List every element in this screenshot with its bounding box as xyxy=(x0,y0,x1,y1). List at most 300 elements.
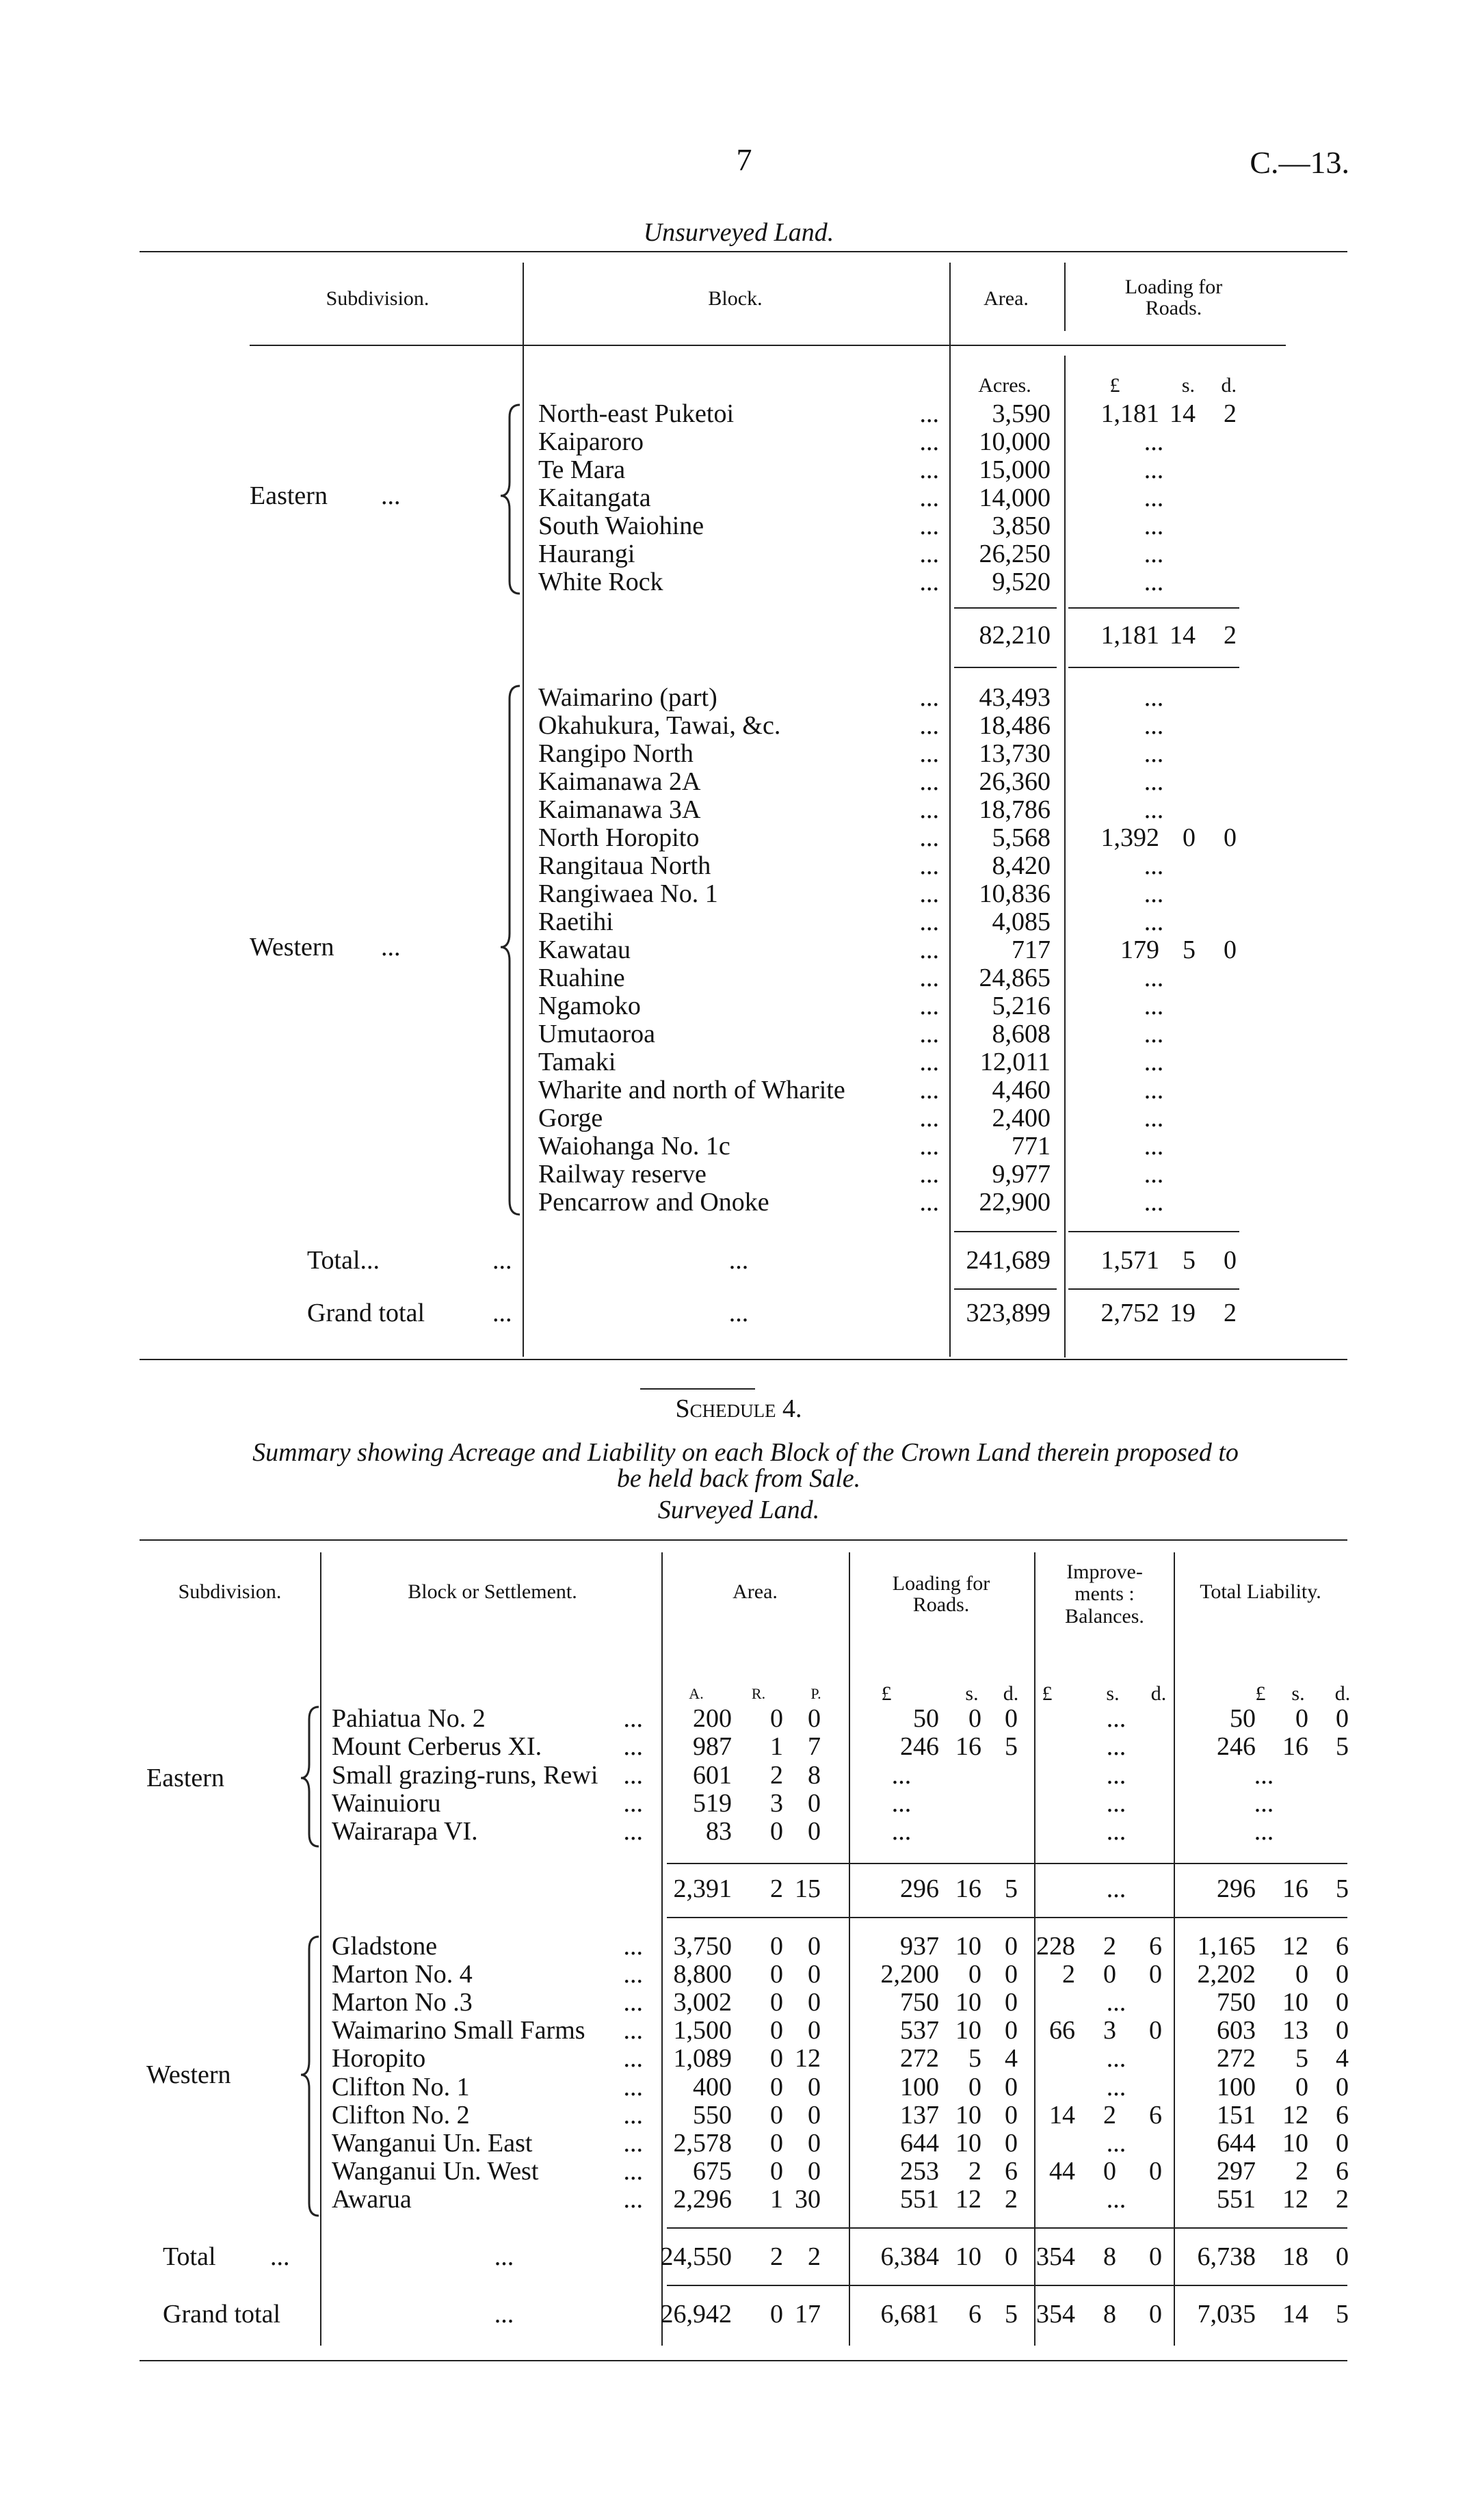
area-acres: 987 xyxy=(693,1732,732,1761)
area-acres: 18,486 xyxy=(979,711,1051,740)
loading-shillings: 16 xyxy=(955,1732,981,1761)
loading-pence: 5 xyxy=(1005,2300,1018,2329)
leader-dots: ... xyxy=(919,936,939,964)
table1-header-rule xyxy=(250,345,1286,346)
loading-pence: 0 xyxy=(1005,1988,1018,2017)
leader-dots: ... xyxy=(623,2101,643,2130)
total-liability-pence: 4 xyxy=(1336,2044,1349,2073)
improvements-empty: ... xyxy=(1106,1874,1126,1903)
subdivision-label: Western xyxy=(146,2060,231,2089)
loading-pounds: 6,384 xyxy=(880,2242,939,2271)
block-name: Kawatau xyxy=(538,936,631,964)
improvements-shillings: 2 xyxy=(1103,2101,1116,2130)
area-acres: 4,460 xyxy=(992,1076,1051,1104)
area-acres: 3,750 xyxy=(673,1932,732,1961)
area-acres: 1,500 xyxy=(673,2016,732,2045)
total-liability-pence: 5 xyxy=(1336,1732,1349,1761)
leader-dots: ... xyxy=(919,683,939,712)
subdivision-label: Eastern xyxy=(146,1764,224,1792)
loading-pence: 0 xyxy=(1005,2129,1018,2158)
block-name: Gladstone xyxy=(332,1932,438,1961)
block-name: Wanganui Un. West xyxy=(332,2157,539,2186)
total-liability-pounds: 6,738 xyxy=(1197,2242,1256,2271)
total-liability-pence: 0 xyxy=(1336,1960,1349,1989)
loading-pounds: 253 xyxy=(900,2157,939,2186)
table2-header-improvements-line1: Improve- xyxy=(1066,1561,1143,1583)
area-roods: 0 xyxy=(770,2129,783,2158)
units-shillings: s. xyxy=(1291,1682,1305,1705)
improvements-pence: 0 xyxy=(1149,1960,1162,1989)
subtotal-loading-pounds: 1,181 xyxy=(1100,621,1159,650)
area-acres: 24,550 xyxy=(660,2242,732,2271)
improvements-empty: ... xyxy=(1106,1704,1126,1733)
total-rule xyxy=(667,2227,1347,2229)
area-perches: 8 xyxy=(808,1761,821,1790)
loading-pounds: 50 xyxy=(913,1704,939,1733)
leader-dots: ... xyxy=(919,711,939,740)
block-name: Clifton No. 1 xyxy=(332,2073,470,2101)
loading-pence: 0 xyxy=(1005,1932,1018,1961)
total-liability-pence: 5 xyxy=(1336,2300,1349,2329)
loading-shillings: 5 xyxy=(1183,936,1196,964)
page-number: 7 xyxy=(736,142,752,177)
total-liability-pence: 0 xyxy=(1336,1704,1349,1733)
area-acres: 2,391 xyxy=(673,1874,732,1903)
table2-header-loading-line2: Roads. xyxy=(912,1593,970,1616)
improvements-pence: 0 xyxy=(1149,2016,1162,2045)
table1-column-divider xyxy=(949,263,951,1357)
leader-dots: ... xyxy=(919,1132,939,1160)
total-loading-pence: 0 xyxy=(1224,1246,1237,1275)
area-perches: 0 xyxy=(808,2016,821,2045)
total-liability-pounds: 644 xyxy=(1217,2129,1256,2158)
total-liability-pounds: 272 xyxy=(1217,2044,1256,2073)
leader-dots: ... xyxy=(623,2129,643,2158)
block-name: Te Mara xyxy=(538,455,626,484)
loading-pence: 2 xyxy=(1224,399,1237,428)
area-roods: 0 xyxy=(770,1932,783,1961)
loading-pence: 5 xyxy=(1005,1874,1018,1903)
area-roods: 2 xyxy=(770,2242,783,2271)
loading-empty: ... xyxy=(1144,512,1164,540)
block-name: Kaimanawa 2A xyxy=(538,767,701,796)
leader-dots: ... xyxy=(919,568,939,596)
loading-empty: ... xyxy=(1144,1160,1164,1189)
total-liability-pence: 6 xyxy=(1336,2101,1349,2130)
area-perches: 0 xyxy=(808,2101,821,2130)
loading-pounds: 100 xyxy=(900,2073,939,2101)
total-liability-shillings: 12 xyxy=(1282,2185,1308,2214)
subtotal-rule xyxy=(954,607,1057,609)
area-acres: 550 xyxy=(693,2101,732,2130)
area-acres: 15,000 xyxy=(979,455,1051,484)
units-pounds: £ xyxy=(1109,374,1120,397)
block-name: Rangiwaea No. 1 xyxy=(538,879,718,908)
improvements-pounds: 44 xyxy=(1049,2157,1075,2186)
total-liability-empty: ... xyxy=(1254,1789,1274,1818)
total-liability-shillings: 10 xyxy=(1282,1988,1308,2017)
subtotal-rule xyxy=(1068,667,1239,668)
total-liability-shillings: 16 xyxy=(1282,1732,1308,1761)
area-roods: 3 xyxy=(770,1789,783,1818)
block-empty: ... xyxy=(494,2300,514,2329)
total-liability-shillings: 12 xyxy=(1282,2101,1308,2130)
units-shillings: s. xyxy=(965,1682,979,1705)
total-liability-pence: 2 xyxy=(1336,2185,1349,2214)
loading-shillings: 16 xyxy=(955,1874,981,1903)
units-pence: d. xyxy=(1003,1682,1019,1705)
improvements-pounds: 354 xyxy=(1036,2300,1075,2329)
loading-empty: ... xyxy=(1144,739,1164,768)
area-acres: 14,000 xyxy=(979,483,1051,512)
loading-shillings: 6 xyxy=(968,2300,981,2329)
total-liability-pence: 0 xyxy=(1336,1988,1349,2017)
block-name: Small grazing-runs, Rewi xyxy=(332,1761,598,1790)
total-label: Total xyxy=(163,2242,216,2271)
area-perches: 12 xyxy=(795,2044,821,2073)
table2-column-divider xyxy=(849,1552,850,2346)
improvements-empty: ... xyxy=(1106,1789,1126,1818)
units-shillings: s. xyxy=(1181,374,1195,397)
area-roods: 0 xyxy=(770,2300,783,2329)
total-liability-pounds: 100 xyxy=(1217,2073,1256,2101)
block-name: Mount Cerberus XI. xyxy=(332,1732,542,1761)
block-name: Tamaki xyxy=(538,1048,616,1076)
total-liability-pence: 6 xyxy=(1336,2157,1349,2186)
loading-empty: ... xyxy=(1144,483,1164,512)
loading-pence: 4 xyxy=(1005,2044,1018,2073)
table2-column-divider xyxy=(320,1552,321,2346)
table1-top-rule xyxy=(140,251,1347,252)
block-empty: ... xyxy=(728,1299,749,1327)
loading-pence: 0 xyxy=(1005,2242,1018,2271)
total-liability-shillings: 2 xyxy=(1295,2157,1308,2186)
loading-empty: ... xyxy=(1144,711,1164,740)
area-perches: 15 xyxy=(795,1874,821,1903)
table1-column-divider xyxy=(1064,356,1066,1357)
loading-shillings: 14 xyxy=(1170,399,1196,428)
loading-pounds: 1,392 xyxy=(1100,823,1159,852)
document-reference: C.—13. xyxy=(1250,145,1349,180)
area-roods: 0 xyxy=(770,2016,783,2045)
leader-dots: ... xyxy=(623,2044,643,2073)
loading-pounds: 937 xyxy=(900,1932,939,1961)
loading-empty: ... xyxy=(1144,568,1164,596)
area-acres: 22,900 xyxy=(979,1188,1051,1217)
area-acres: 10,000 xyxy=(979,427,1051,456)
subtotal-loading-pence: 2 xyxy=(1224,621,1237,650)
loading-pounds: 750 xyxy=(900,1988,939,2017)
total-liability-pence: 0 xyxy=(1336,2073,1349,2101)
block-name: North Horopito xyxy=(538,823,700,852)
total-liability-empty: ... xyxy=(1254,1817,1274,1846)
loading-pence: 0 xyxy=(1005,1704,1018,1733)
loading-pence: 5 xyxy=(1005,1732,1018,1761)
leader-dots: ... xyxy=(492,1299,512,1327)
loading-pence: 6 xyxy=(1005,2157,1018,2186)
units-pounds: £ xyxy=(1255,1682,1266,1705)
units-perches: P. xyxy=(810,1685,821,1702)
improvements-shillings: 0 xyxy=(1103,2157,1116,2186)
total-liability-pounds: 7,035 xyxy=(1197,2300,1256,2329)
loading-empty: ... xyxy=(891,1789,912,1818)
leader-dots: ... xyxy=(919,1048,939,1076)
leader-dots: ... xyxy=(492,1246,512,1275)
block-name: Waimarino Small Farms xyxy=(332,2016,585,2045)
block-name: Kaiparoro xyxy=(538,427,644,456)
improvements-empty: ... xyxy=(1106,1817,1126,1846)
loading-empty: ... xyxy=(1144,455,1164,484)
loading-empty: ... xyxy=(1144,683,1164,712)
brace-icon xyxy=(301,1707,319,1846)
block-name: Wanganui Un. East xyxy=(332,2129,533,2158)
block-name: Kaimanawa 3A xyxy=(538,795,701,824)
table2-header-total-liability: Total Liability. xyxy=(1200,1580,1321,1603)
leader-dots: ... xyxy=(919,540,939,568)
loading-pence: 0 xyxy=(1224,823,1237,852)
block-name: Marton No. 4 xyxy=(332,1960,473,1989)
block-name: Awarua xyxy=(332,2185,412,2214)
loading-empty: ... xyxy=(1144,540,1164,568)
loading-empty: ... xyxy=(1144,992,1164,1020)
area-acres: 771 xyxy=(1012,1132,1051,1160)
area-roods: 0 xyxy=(770,1704,783,1733)
total-loading-pounds: 1,571 xyxy=(1100,1246,1159,1275)
separator-short xyxy=(640,1388,755,1390)
area-acres: 26,250 xyxy=(979,540,1051,568)
area-roods: 2 xyxy=(770,1761,783,1790)
improvements-shillings: 8 xyxy=(1103,2300,1116,2329)
area-acres: 13,730 xyxy=(979,739,1051,768)
table2-column-divider xyxy=(1034,1552,1035,2346)
area-acres: 200 xyxy=(693,1704,732,1733)
total-liability-pounds: 750 xyxy=(1217,1988,1256,2017)
loading-pence: 0 xyxy=(1005,2073,1018,2101)
total-liability-pence: 5 xyxy=(1336,1874,1349,1903)
block-name: Waiohanga No. 1c xyxy=(538,1132,730,1160)
block-name: Pencarrow and Onoke xyxy=(538,1188,769,1217)
improvements-empty: ... xyxy=(1106,1988,1126,2017)
leader-dots: ... xyxy=(919,767,939,796)
total-liability-shillings: 0 xyxy=(1295,1704,1308,1733)
units-acres: Acres. xyxy=(978,374,1031,397)
table2-top-rule xyxy=(140,1539,1347,1541)
total-liability-shillings: 10 xyxy=(1282,2129,1308,2158)
loading-shillings: 2 xyxy=(968,2157,981,2186)
block-empty: ... xyxy=(728,1246,749,1275)
units-shillings: s. xyxy=(1106,1682,1120,1705)
table1-header-subdivision: Subdivision. xyxy=(326,287,430,310)
block-name: Kaitangata xyxy=(538,483,651,512)
area-acres: 5,568 xyxy=(992,823,1051,852)
loading-empty: ... xyxy=(1144,964,1164,992)
improvements-shillings: 3 xyxy=(1103,2016,1116,2045)
units-roods: R. xyxy=(751,1685,766,1702)
grand_total-loading-shillings: 19 xyxy=(1170,1299,1196,1327)
area-acres: 8,800 xyxy=(673,1960,732,1989)
loading-shillings: 10 xyxy=(955,1932,981,1961)
loading-empty: ... xyxy=(1144,1020,1164,1048)
loading-empty: ... xyxy=(1144,427,1164,456)
area-perches: 0 xyxy=(808,1704,821,1733)
subdivision-label: Eastern xyxy=(250,481,328,510)
loading-empty: ... xyxy=(1144,907,1164,936)
loading-shillings: 10 xyxy=(955,2101,981,2130)
loading-shillings: 0 xyxy=(968,2073,981,2101)
area-acres: 12,011 xyxy=(979,1048,1051,1076)
leader-dots: ... xyxy=(919,907,939,936)
total-liability-pounds: 296 xyxy=(1217,1874,1256,1903)
area-perches: 7 xyxy=(808,1732,821,1761)
units-pence: d. xyxy=(1221,374,1237,397)
area-perches: 0 xyxy=(808,2073,821,2101)
leader-dots: ... xyxy=(623,2185,643,2214)
leader-dots: ... xyxy=(623,2073,643,2101)
subtotal-area: 82,210 xyxy=(979,621,1051,650)
area-acres: 2,296 xyxy=(673,2185,732,2214)
table1-header-area: Area. xyxy=(984,287,1029,310)
total-liability-shillings: 16 xyxy=(1282,1874,1308,1903)
total-liability-shillings: 0 xyxy=(1295,2073,1308,2101)
area-acres: 5,216 xyxy=(992,992,1051,1020)
leader-dots: ... xyxy=(919,1160,939,1189)
improvements-pounds: 354 xyxy=(1036,2242,1075,2271)
loading-shillings: 0 xyxy=(1183,823,1196,852)
improvements-empty: ... xyxy=(1106,2185,1126,2214)
area-roods: 0 xyxy=(770,2157,783,2186)
table2-column-divider xyxy=(661,1552,663,2346)
area-acres: 1,089 xyxy=(673,2044,732,2073)
table2-header-area: Area. xyxy=(733,1580,778,1603)
total-liability-pounds: 151 xyxy=(1217,2101,1256,2130)
improvements-empty: ... xyxy=(1106,2073,1126,2101)
area-acres: 9,977 xyxy=(992,1160,1051,1189)
loading-pounds: 551 xyxy=(900,2185,939,2214)
units-pence: d. xyxy=(1150,1682,1167,1705)
improvements-pence: 0 xyxy=(1149,2157,1162,2186)
total-liability-shillings: 0 xyxy=(1295,1960,1308,1989)
leader-dots: ... xyxy=(381,933,401,961)
area-acres: 26,942 xyxy=(660,2300,732,2329)
area-roods: 0 xyxy=(770,2101,783,2130)
loading-pence: 0 xyxy=(1224,936,1237,964)
brace-icon xyxy=(501,686,520,1215)
leader-dots: ... xyxy=(623,1732,643,1761)
improvements-shillings: 8 xyxy=(1103,2242,1116,2271)
area-perches: 0 xyxy=(808,1932,821,1961)
area-roods: 0 xyxy=(770,1988,783,2017)
area-acres: 3,002 xyxy=(673,1988,732,2017)
area-acres: 3,850 xyxy=(992,512,1051,540)
grand_total-label: Grand total xyxy=(163,2300,281,2329)
area-perches: 0 xyxy=(808,2129,821,2158)
block-name: Ruahine xyxy=(538,964,625,992)
grand_total-loading-pounds: 2,752 xyxy=(1100,1299,1159,1327)
leader-dots: ... xyxy=(919,427,939,456)
units-pence: d. xyxy=(1334,1682,1351,1705)
loading-pence: 0 xyxy=(1005,1960,1018,1989)
block-name: Raetihi xyxy=(538,907,613,936)
total-liability-pounds: 1,165 xyxy=(1197,1932,1256,1961)
loading-shillings: 10 xyxy=(955,1988,981,2017)
schedule-summary-line2: be held back from Sale. xyxy=(616,1464,861,1493)
loading-pounds: 246 xyxy=(900,1732,939,1761)
area-perches: 2 xyxy=(808,2242,821,2271)
area-acres: 4,085 xyxy=(992,907,1051,936)
improvements-empty: ... xyxy=(1106,1761,1126,1790)
table2-title: Surveyed Land. xyxy=(657,1496,820,1524)
table2-header-block: Block or Settlement. xyxy=(408,1580,577,1603)
brace-icon xyxy=(501,405,520,594)
block-name: North-east Puketoi xyxy=(538,399,735,428)
loading-pence: 0 xyxy=(1005,2016,1018,2045)
total-liability-pence: 0 xyxy=(1336,2016,1349,2045)
area-acres: 2,400 xyxy=(992,1104,1051,1132)
table1-header-loading-line2: Roads. xyxy=(1145,297,1202,319)
loading-shillings: 0 xyxy=(968,1704,981,1733)
area-acres: 400 xyxy=(693,2073,732,2101)
total-liability-pounds: 603 xyxy=(1217,2016,1256,2045)
improvements-shillings: 2 xyxy=(1103,1932,1116,1961)
loading-empty: ... xyxy=(1144,795,1164,824)
block-name: Pahiatua No. 2 xyxy=(332,1704,486,1733)
total-liability-pounds: 2,202 xyxy=(1197,1960,1256,1989)
leader-dots: ... xyxy=(919,483,939,512)
table2-header-loading-line1: Loading for xyxy=(892,1572,990,1595)
leader-dots: ... xyxy=(919,1020,939,1048)
area-roods: 1 xyxy=(770,2185,783,2214)
leader-dots: ... xyxy=(919,1076,939,1104)
total-area: 241,689 xyxy=(966,1246,1051,1275)
block-name: Railway reserve xyxy=(538,1160,707,1189)
grand_total-area: 323,899 xyxy=(966,1299,1051,1327)
leader-dots: ... xyxy=(623,1988,643,2017)
area-acres: 8,420 xyxy=(992,851,1051,880)
total-liability-pence: 6 xyxy=(1336,1932,1349,1961)
leader-dots: ... xyxy=(919,455,939,484)
total-rule xyxy=(954,1231,1057,1232)
loading-empty: ... xyxy=(1144,1188,1164,1217)
loading-empty: ... xyxy=(1144,1104,1164,1132)
block-name: Wairarapa VI. xyxy=(332,1817,478,1846)
loading-pounds: 137 xyxy=(900,2101,939,2130)
block-name: Umutaoroa xyxy=(538,1020,655,1048)
improvements-shillings: 0 xyxy=(1103,1960,1116,1989)
area-acres: 519 xyxy=(693,1789,732,1818)
table2-header-improvements-line2: ments : xyxy=(1074,1582,1135,1605)
block-name: Rangipo North xyxy=(538,739,694,768)
units-pounds: £ xyxy=(881,1682,892,1705)
area-acres: 717 xyxy=(1012,936,1051,964)
area-roods: 1 xyxy=(770,1732,783,1761)
subtotal-rule xyxy=(954,667,1057,668)
area-perches: 0 xyxy=(808,1960,821,1989)
area-acres: 18,786 xyxy=(979,795,1051,824)
loading-shillings: 12 xyxy=(955,2185,981,2214)
table2-header-subdivision: Subdivision. xyxy=(178,1580,282,1603)
loading-pounds: 537 xyxy=(900,2016,939,2045)
loading-empty: ... xyxy=(1144,851,1164,880)
total-liability-empty: ... xyxy=(1254,1761,1274,1790)
improvements-pence: 6 xyxy=(1149,1932,1162,1961)
block-name: White Rock xyxy=(538,568,663,596)
improvements-pence: 0 xyxy=(1149,2242,1162,2271)
leader-dots: ... xyxy=(623,1932,643,1961)
block-name: Horopito xyxy=(332,2044,426,2073)
subtotal-rule xyxy=(667,1917,1347,1918)
leader-dots: ... xyxy=(381,481,401,510)
loading-shillings: 10 xyxy=(955,2016,981,2045)
